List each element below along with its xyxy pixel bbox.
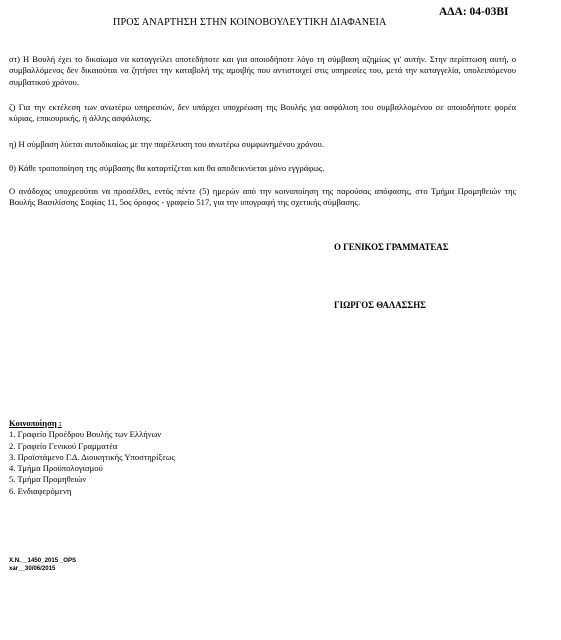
signature-name: ΓΙΩΡΓΟΣ ΘΑΛΑΣΣΗΣ xyxy=(334,300,426,310)
posting-title: ΠΡΟΣ ΑΝΑΡΤΗΣΗ ΣΤΗΝ ΚΟΙΝΟΒΟΥΛΕΥΤΙΚΗ ΔΙΑΦΑΝΕΙΑ xyxy=(113,17,387,28)
paragraph-st: στ) Η Βουλή έχει το δικαίωμα να καταγγείλει οποτεδήποτε και για οποιοδήποτε λόγο τη σύμβαση αζημίως γι' αυτήν. Στην περίπτωση αυτή, ο συμβαλλόμενος δεν δικαιούται να ζητήσει την καταβολή της αμοιβής που αντιστοιχεί στις υπηρεσίες του, μετά την καταγγελία, υπολειπόμενου συμβατικού χρόνου. xyxy=(9,54,516,87)
distribution-item: 2. Γραφείο Γενικού Γραμματέα xyxy=(9,440,118,451)
footer-reference xyxy=(9,557,76,573)
paragraph-th: θ) Κάθε τροποποίηση της σύμβασης θα καταρτίζεται και θα αποδεικνύεται μόνο εγγράφως. xyxy=(9,163,325,173)
distribution-item: 3. Προϊστάμενο Γ.Δ. Διοικητικής Υποστηρίξεως xyxy=(9,451,175,462)
distribution-item: 5. Τμήμα Προμηθειών xyxy=(9,474,87,485)
paragraph-h: η) Η σύμβαση λύεται αυτοδικαίως με την παρέλευση του ανωτέρω συμφωνημένου χρόνου. xyxy=(9,139,324,149)
distribution-block xyxy=(9,418,175,497)
paragraph-final: Ο ανάδοχος υποχρεούται να προσέλθει, εντός πέντε (5) ημερών από την κοινοποίηση της παρούσας απόφασης, στο Τμήμα Προμηθειών της Βουλής Βασιλίσσης Σοφίας 11, 5ος όροφος - γραφείο 517, για την υπογραφή της σχετικής σύμβασης. xyxy=(9,186,516,208)
distribution-list xyxy=(9,429,175,497)
paragraph-z: ζ) Για την εκτέλεση των ανωτέρω υπηρεσιών, δεν υπάρχει υποχρέωση της Βουλής για ασφάλιση του συμβαλλομένου σε οποιοδήποτε φορέα κύριας, επικουρικής, ή άλλης ασφάλισης. xyxy=(9,102,516,124)
distribution-item: 1. Γραφείο Προέδρου Βουλής των Ελλήνων xyxy=(9,429,162,440)
footer-protocol: Χ.Ν.__1450_2015 _OPS xyxy=(9,557,77,564)
distribution-item: 4. Τμήμα Προϋπολογισμού xyxy=(9,463,103,474)
signature-role: Ο ΓΕΝΙΚΟΣ ΓΡΑΜΜΑΤΕΑΣ xyxy=(334,242,449,252)
ada-code: ΑΔΑ: 04-03ΒΙ xyxy=(439,6,509,18)
footer-date: xar__30/06/2015 xyxy=(9,565,56,572)
distribution-item: 6. Ενδιαφερόμενη xyxy=(9,485,72,496)
distribution-title: Κοινοποίηση : xyxy=(9,418,62,428)
